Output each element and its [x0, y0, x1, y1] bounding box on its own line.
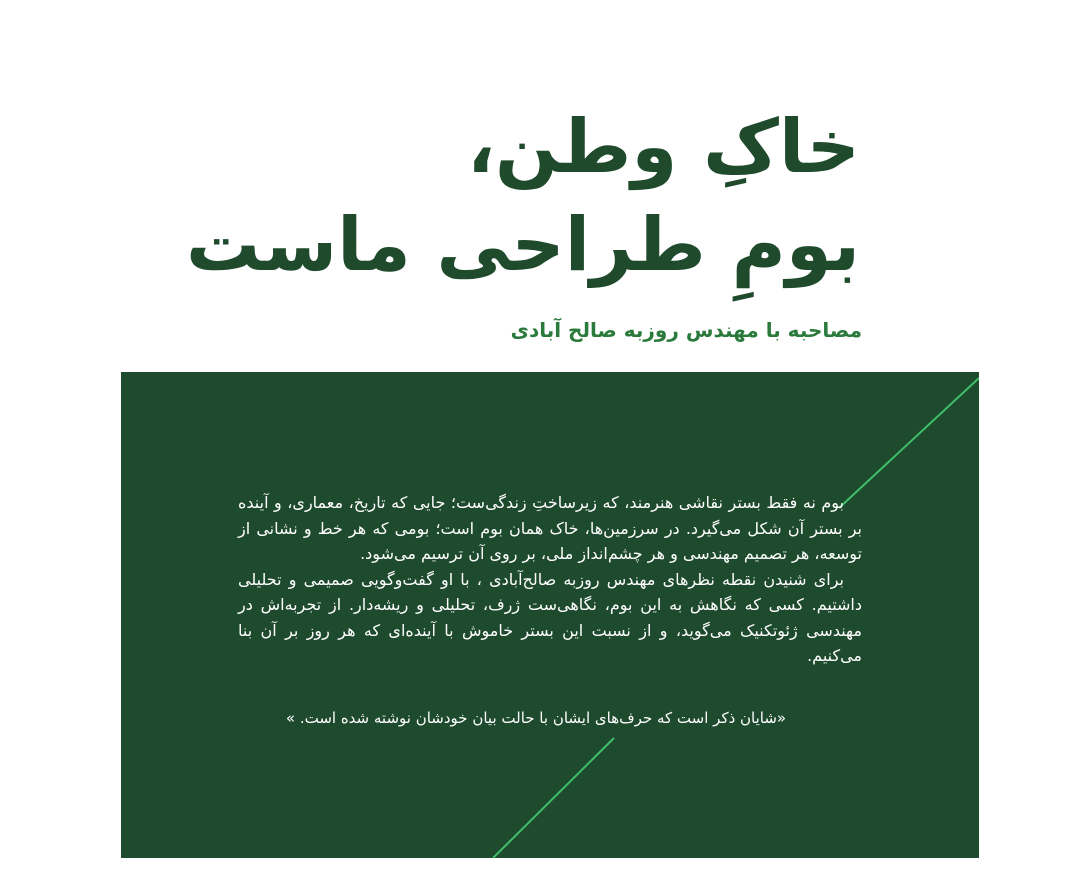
accent-line-bottom [493, 738, 614, 858]
title-line-2: بومِ طراحی ماست [186, 202, 860, 288]
page-title [186, 98, 860, 294]
title-line-1: خاکِ وطن، [466, 104, 860, 190]
intro-panel [121, 372, 979, 858]
intro-body [238, 490, 862, 669]
intro-paragraph-2: برای شنیدن نقطه نظرهای مهندس روزبه صالح‌آبادی ، با او گفت‌وگویی صمیمی و تحلیلی داشتیم. کسی که نگاهش به این بوم، نگاهی‌ست ژرف، تحلیلی و ریشه‌دار. از تجربه‌اش در مهندسی ژئوتکنیک می‌گوید، و از نسبت این بستر خاموش با آینده‌ای که هر روز بر آن بنا می‌کنیم. [238, 569, 862, 665]
editorial-note: «شایان ذکر است که حرف‌های ایشان با حالت بیان خودشان نوشته شده است. » [285, 709, 787, 727]
intro-paragraph-1: بوم نه فقط بستر نقاشی هنرمند، که زیرساختِ زندگی‌ست؛ جایی که تاریخ، معماری، و آینده بر بستر آن شکل می‌گیرد. در سرزمین‌ها، خاک همان بوم است؛ بومی که هر خط و نشانی از توسعه، هر تصمیم مهندسی و هر چشم‌انداز ملی، بر روی آن ترسیم می‌شود. [238, 493, 862, 563]
accent-line-top [839, 378, 979, 508]
interview-subtitle: مصاحبه با مهندس روزبه صالح آبادی [510, 318, 862, 342]
